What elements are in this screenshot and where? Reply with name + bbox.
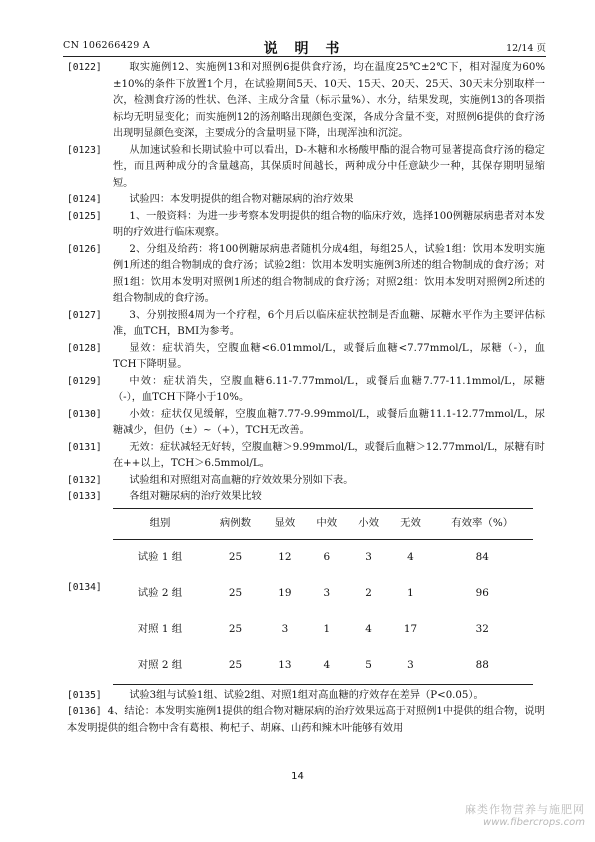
- paragraph-0123: [67, 143, 545, 193]
- table-cell: 3: [323, 587, 331, 600]
- column-header: 中效: [306, 508, 348, 539]
- table-block: [67, 508, 545, 684]
- paragraph-0126: [67, 242, 545, 308]
- header-rule: [63, 56, 546, 57]
- table-cell: 6: [323, 551, 331, 564]
- paragraph-text: 小效：症状仅见缓解，空腹血糖7.77-9.99mmol/L，或餐后血糖11.1-12.77mmol/L，尿糖减少，但仍（±）~（+），TCH无改善。: [113, 408, 545, 436]
- table-cell: 96: [475, 587, 489, 600]
- table-row: [113, 648, 533, 685]
- table-cell: 25: [207, 648, 264, 685]
- paragraph-0125: [67, 209, 545, 242]
- paragraph-text: 显效：症状消失，空腹血糖<6.01mmol/L，或餐后血糖<7.77mmol/L，尿糖（-），血TCH下降明显。: [113, 342, 545, 370]
- paragraph-number: [0132]: [67, 474, 102, 486]
- watermark-title: 麻类作物营养与施肥网: [465, 803, 585, 816]
- paragraph-number: [0135]: [67, 689, 102, 701]
- paragraph-text: 取实施例12、实施例13和对照例6提供食疗汤，均在温度25℃±2℃下，相对湿度为60%±10%的条件下放置1个月，在试验期间5天、10天、15天、20天、25天、30天末分别取样一次，检测食疗汤的性状、色泽、主成分含量（标示量%）、水分，结果发现，实施例13的各项指标均无明显变化；而实施例12的汤剂略出现颜色变深，各成分含量不变，对照例6提供的食疗汤出现明显颜色变深，主要成分的含量明显下降，出现浑浊和沉淀。: [113, 62, 545, 139]
- table-cell: 试验 1 组: [137, 551, 183, 564]
- column-header: 小效: [348, 508, 390, 539]
- paragraph-text: 试验四：本发明提供的组合物对糖尿病的治疗效果: [129, 194, 354, 205]
- paragraph-0129: [67, 374, 545, 407]
- paragraph-text: 1、一般资料：为进一步考察本发明提供的组合物的临床疗效，选择100例糖尿病患者对本发明的疗效进行临床观察。: [113, 210, 545, 238]
- table-row: [113, 612, 533, 648]
- paragraph-text: 4、结论：本发明实施例1提供的组合物对糖尿病的治疗效果远高于对照例1中提供的组合物，说明本发明提供的组合物中含有葛根、枸杞子、胡麻、山药和辣木叶能够有效用: [67, 706, 545, 734]
- table-row: [113, 576, 533, 612]
- paragraph-0127: [67, 308, 545, 341]
- paragraph-0130: [67, 407, 545, 440]
- table-cell: 32: [475, 623, 489, 636]
- table-cell: 17: [403, 623, 418, 636]
- column-header: 组别: [113, 508, 207, 539]
- page-count: 12/14 页: [506, 43, 546, 54]
- table-cell: 25: [228, 623, 243, 636]
- paragraph-0136: [67, 704, 545, 737]
- table-cell: 12: [278, 551, 292, 564]
- paragraph-0122: [67, 60, 545, 143]
- paragraph-number: [0126]: [67, 243, 102, 255]
- paragraph-text: 从加速试验和长期试验中可以看出，D-木糖和水杨酸甲酯的混合物可显著提高食疗汤的稳定性，而且两种成分的含量越高，其保质时间越长，两种成分中任意缺少一种，其保存期明显缩短。: [113, 144, 545, 189]
- page-title: 说 明 书: [263, 41, 346, 57]
- column-header: 显效: [264, 508, 306, 539]
- paragraph-text: 试验3组与试验1组、试验2组、对照1组对高血糖的疗效存在差异（P<0.05）。: [129, 689, 484, 701]
- paragraph-number: [0123]: [67, 144, 102, 156]
- watermark: [465, 801, 585, 828]
- paragraph-number: [0122]: [67, 62, 102, 73]
- paragraph-number: [0128]: [67, 342, 102, 354]
- paragraph-0128: [67, 341, 545, 374]
- paragraph-number: [0130]: [67, 408, 102, 420]
- table-cell: 5: [348, 648, 390, 685]
- paragraph-text: 无效：症状减轻无好转，空腹血糖＞9.99mmol/L，或餐后血糖＞12.77mmol/L，尿糖有时在++以上，TCH＞6.5mmol/L。: [113, 441, 545, 469]
- table-cell: 3: [281, 623, 289, 636]
- paragraph-0135: [67, 688, 545, 705]
- page-header: [63, 38, 546, 57]
- table-cell: 3: [365, 551, 372, 564]
- paragraph-text: 3、分别按照4周为一个疗程，6个月后以临床症状控制是否血糖、尿糖水平作为主要评估标准，血TCH，BMI为参考。: [113, 309, 545, 337]
- table-cell: 1: [407, 587, 414, 600]
- paragraph-number: [0129]: [67, 375, 102, 387]
- table-cell: 13: [264, 648, 306, 685]
- paragraph-0133: [67, 489, 545, 506]
- table-cell: 4: [407, 551, 414, 564]
- paragraph-text: 2、分组及给药：将100例糖尿病患者随机分成4组，每组25人，试验1组：饮用本发明实施例1所述的组合物制成的食疗汤；试验2组：饮用本发明实施例3所述的组合物制成的食疗汤；对照1组：饮用本发明对照例1所述的组合物制成的食疗汤；对照2组：饮用本发明对照例2所述的组合物制成的食疗汤。: [113, 243, 545, 304]
- paragraph-0124: [67, 192, 545, 209]
- table-cell: 88: [431, 648, 533, 685]
- table-cell: 2: [365, 587, 372, 600]
- watermark-url: www.fibercrops.com: [483, 817, 585, 828]
- table-cell: 对照 2 组: [113, 648, 207, 685]
- table-cell: 25: [228, 551, 243, 564]
- paragraph-number: [0125]: [67, 210, 102, 222]
- table-header-row: [113, 508, 533, 539]
- patent-number: CN 106266429 A: [63, 40, 151, 51]
- paragraph-number: [0131]: [67, 441, 102, 453]
- table-cell: 25: [228, 587, 243, 600]
- paragraph-0132: [67, 473, 545, 490]
- paragraph-number: [0134]: [67, 581, 102, 593]
- page-number: 14: [291, 771, 304, 782]
- paragraph-number: [0127]: [67, 309, 102, 321]
- table-cell: 4: [306, 648, 348, 685]
- paragraph-text: 中效：症状消失，空腹血糖6.11-7.77mmol/L，或餐后血糖7.77-11.1mmol/L，尿糖（-），血TCH下降小于10%。: [113, 375, 545, 403]
- paragraph-number: [0136]: [67, 706, 102, 717]
- paragraph-number: [0124]: [67, 194, 102, 205]
- paragraph-text: 试验组和对照组对高血糖的疗效效果分别如下表。: [129, 474, 354, 486]
- table-cell: 19: [278, 587, 292, 600]
- table-cell: 试验 2 组: [137, 587, 183, 600]
- paragraph-0131: [67, 440, 545, 473]
- table-cell: 84: [475, 551, 489, 564]
- table-cell: 4: [365, 623, 372, 636]
- table-caption: 各组对糖尿病的治疗效果比较: [129, 491, 262, 502]
- paragraph-number: [0133]: [67, 491, 102, 502]
- column-header: 有效率（%）: [431, 508, 533, 539]
- table-row: [113, 539, 533, 576]
- table-cell: 1: [323, 623, 331, 636]
- table-cell: 对照 1 组: [137, 623, 183, 636]
- results-table: [113, 508, 533, 685]
- table-cell: 3: [390, 648, 432, 685]
- document-body: [67, 60, 545, 737]
- column-header: 病例数: [207, 508, 264, 539]
- column-header: 无效: [390, 508, 432, 539]
